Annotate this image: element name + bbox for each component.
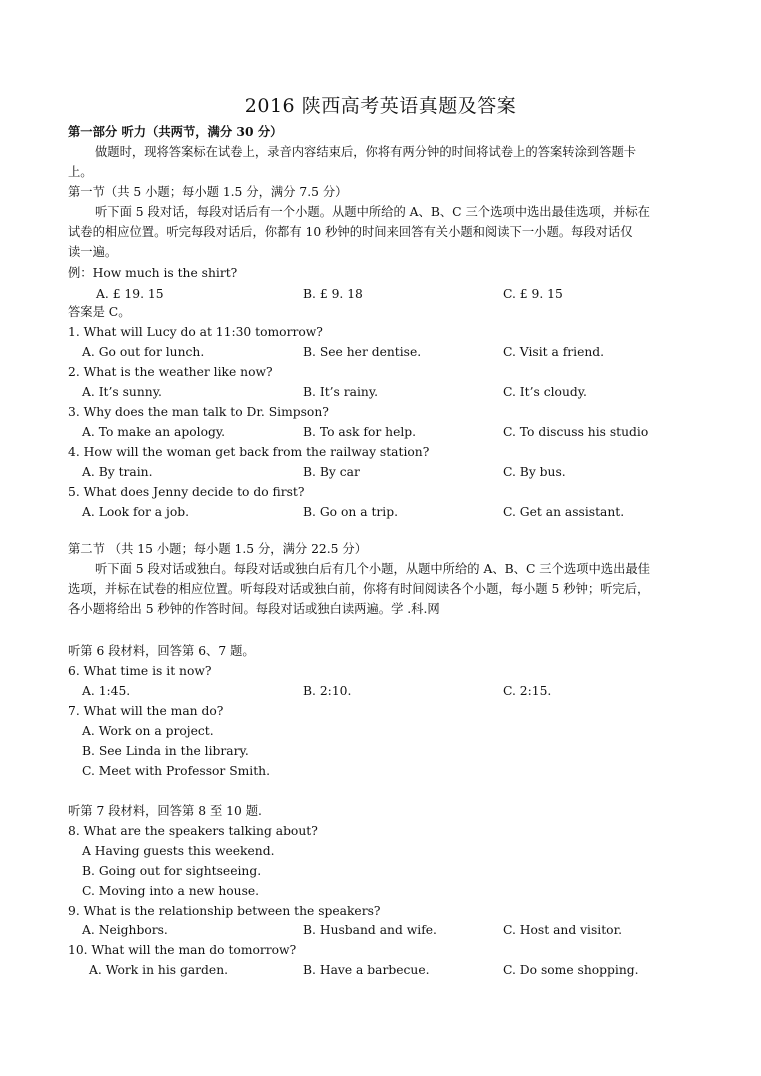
question-10-option-a: A. Work in his garden. — [89, 963, 229, 977]
question-8-option-a: A Having guests this weekend. — [82, 844, 275, 858]
example-option-c: C. £ 9. 15 — [503, 287, 563, 301]
example-option-b: B. £ 9. 18 — [303, 287, 363, 301]
question-4: 4. How will the woman get back from the railway station? — [68, 445, 430, 459]
question-8: 8. What are the speakers talking about? — [68, 824, 318, 838]
question-2-option-a: A. It’s sunny. — [82, 385, 162, 399]
question-9-option-a: A. Neighbors. — [82, 923, 168, 937]
question-5-option-b: B. Go on a trip. — [303, 505, 398, 519]
question-3-option-b: B. To ask for help. — [303, 425, 417, 439]
question-8-option-c: C. Moving into a new house. — [82, 884, 260, 898]
material-6-heading: 听第 6 段材料，回答第 6、7 题。 — [68, 644, 255, 658]
section1-instructions-line3: 读一遍。 — [68, 245, 118, 259]
question-2-option-c: C. It’s cloudy. — [503, 385, 587, 399]
example-answer: 答案是 C。 — [68, 305, 131, 319]
question-3-option-c: C. To discuss his studio — [503, 425, 649, 439]
question-4-option-a: A. By train. — [82, 465, 153, 479]
question-5-option-a: A. Look for a job. — [82, 505, 190, 519]
question-1: 1. What will Lucy do at 11:30 tomorrow? — [68, 325, 323, 339]
document-title: 2016 陕西高考英语真题及答案 — [244, 95, 517, 117]
question-7-option-a: A. Work on a project. — [82, 724, 214, 738]
question-5-option-c: C. Get an assistant. — [503, 505, 625, 519]
question-1-option-c: C. Visit a friend. — [503, 345, 605, 359]
section1-instructions-line1: 听下面 5 段对话，每段对话后有一个小题。从题中所给的 A、B、C 三个选项中选出最佳选项，并标在 — [95, 205, 650, 219]
part1-intro-line2: 上。 — [68, 165, 93, 179]
question-6-option-a: A. 1:45. — [82, 684, 131, 698]
question-7-option-b: B. See Linda in the library. — [82, 744, 249, 758]
section1-heading: 第一节（共 5 小题；每小题 1.5 分，满分 7.5 分） — [68, 185, 348, 199]
question-7-option-c: C. Meet with Professor Smith. — [82, 764, 270, 778]
question-10: 10. What will the man do tomorrow? — [68, 943, 297, 957]
question-5: 5. What does Jenny decide to do first? — [68, 485, 305, 499]
section1-instructions-line2: 试卷的相应位置。听完每段对话后，你都有 10 秒钟的时间来回答有关小题和阅读下一小题。每段对话仅 — [68, 225, 633, 239]
question-7: 7. What will the man do? — [68, 704, 224, 718]
section2-instructions-line3: 各小题将给出 5 秒钟的作答时间。每段对话或独白读两遍。学 .科.网 — [68, 602, 440, 616]
question-8-option-b: B. Going out for sightseeing. — [82, 864, 262, 878]
example-question: 例：How much is the shirt? — [68, 266, 238, 280]
question-6-option-b: B. 2:10. — [303, 684, 352, 698]
question-9: 9. What is the relationship between the speakers? — [68, 904, 381, 918]
question-2-option-b: B. It’s rainy. — [303, 385, 379, 399]
question-6: 6. What time is it now? — [68, 664, 212, 678]
question-10-option-b: B. Have a barbecue. — [303, 963, 430, 977]
question-3-option-a: A. To make an apology. — [82, 425, 226, 439]
section2-instructions-line1: 听下面 5 段对话或独白。每段对话或独白后有几个小题，从题中所给的 A、B、C 三个选项中选出最佳 — [95, 562, 650, 576]
example-option-a: A. £ 19. 15 — [96, 287, 164, 301]
question-2: 2. What is the weather like now? — [68, 365, 273, 379]
question-4-option-b: B. By car — [303, 465, 360, 479]
question-9-option-c: C. Host and visitor. — [503, 923, 623, 937]
question-9-option-b: B. Husband and wife. — [303, 923, 437, 937]
question-4-option-c: C. By bus. — [503, 465, 566, 479]
question-3: 3. Why does the man talk to Dr. Simpson? — [68, 405, 329, 419]
material-7-heading: 听第 7 段材料，回答第 8 至 10 题. — [68, 804, 262, 818]
section2-heading: 第二节 （共 15 小题；每小题 1.5 分，满分 22.5 分） — [68, 542, 367, 556]
question-1-option-b: B. See her dentise. — [303, 345, 422, 359]
question-1-option-a: A. Go out for lunch. — [82, 345, 205, 359]
part1-intro-line1: 做题时，现将答案标在试卷上，录音内容结束后，你将有两分钟的时间将试卷上的答案转涂到答题卡 — [95, 145, 637, 159]
part1-heading: 第一部分 听力（共两节，满分 30 分） — [68, 124, 283, 139]
question-6-option-c: C. 2:15. — [503, 684, 552, 698]
section2-instructions-line2: 选项，并标在试卷的相应位置。听每段对话或独白前，你将有时间阅读各个小题，每小题 5 秒钟；听完后， — [68, 582, 650, 596]
question-10-option-c: C. Do some shopping. — [503, 963, 639, 977]
